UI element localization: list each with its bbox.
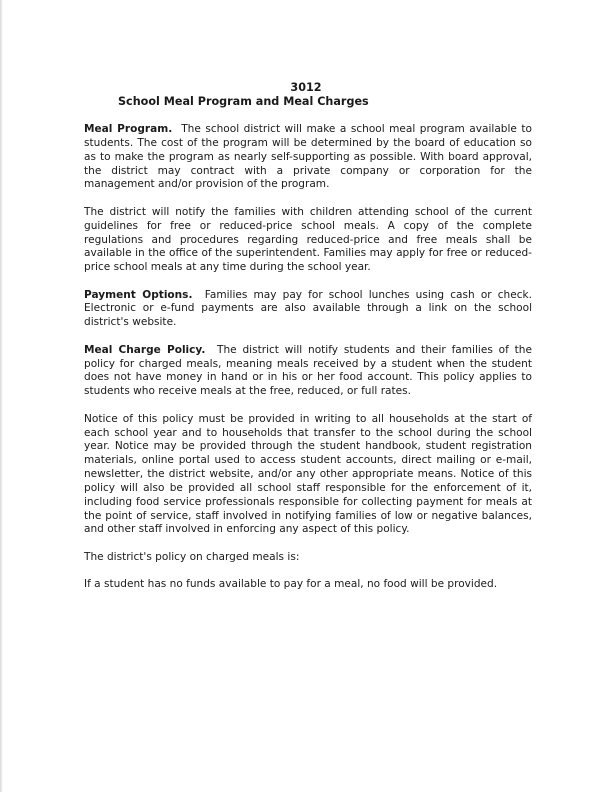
policy-body bbox=[84, 123, 532, 606]
paragraph-meal-program bbox=[84, 123, 532, 192]
text-no-funds: If a student has no funds available to pay for a meal, no food will be provided. bbox=[84, 578, 498, 591]
policy-title: School Meal Program and Meal Charges bbox=[118, 95, 369, 108]
paragraph-meal-charge-policy bbox=[84, 344, 532, 399]
text-notice: Notice of this policy must be provided in writing to all households at the start of each school year and to households that transfer to the school during the school year. Notice may be provided through the student handbook, student registration materials, online portal used to access student accounts, direct mailing or e-mail, newsletter, the district website, and/or any other appropriate means. Notice of this policy will also be provided all school staff responsible for the enforcement of it, including food service professionals responsible for collecting payment for meals at the point of service, staff involved in notifying families of low or negative balances, and other staff involved in enforcing any aspect of this policy. bbox=[84, 412, 532, 536]
heading-meal-charge-policy: Meal Charge Policy. bbox=[84, 343, 206, 356]
policy-number: 3012 bbox=[290, 81, 322, 94]
paragraph-policy-intro bbox=[84, 551, 532, 565]
text-policy-intro: The district's policy on charged meals is: bbox=[84, 550, 300, 563]
paragraph-free-reduced bbox=[84, 206, 532, 275]
text-free-reduced: The district will notify the families with children attending school of the current guidelines for free or reduced-price school meals. A copy of the complete regulations and procedures regarding reduced-price and free meals shall be available in the office of the superintendent. Families may apply for free or reduced-price school meals at any time during the school year. bbox=[84, 205, 532, 274]
paragraph-no-funds bbox=[84, 578, 532, 592]
page-edge-shadow bbox=[0, 0, 3, 792]
text-payment-options: Families may pay for school lunches using cash or check. Electronic or e-fund payments are also available through a link on the school district's website. bbox=[84, 288, 532, 329]
heading-meal-program: Meal Program. bbox=[84, 123, 173, 135]
text-meal-program: The school district will make a school meal program available to students. The cost of the program will be determined by the board of education so as to make the program as nearly self-supporting as possible. With board approval, the district may contract with a private company or corporation for the management and/or provision of the program. bbox=[84, 123, 532, 191]
paragraph-notice bbox=[84, 413, 532, 538]
text-meal-charge-policy: The district will notify students and their families of the policy for charged meals, meaning meals received by a student when the student does not have money in hand or in his or her food account. This policy applies to students who receive meals at the free, reduced, or full rates. bbox=[84, 343, 532, 398]
heading-payment-options: Payment Options. bbox=[84, 288, 193, 301]
paragraph-payment-options bbox=[84, 289, 532, 331]
